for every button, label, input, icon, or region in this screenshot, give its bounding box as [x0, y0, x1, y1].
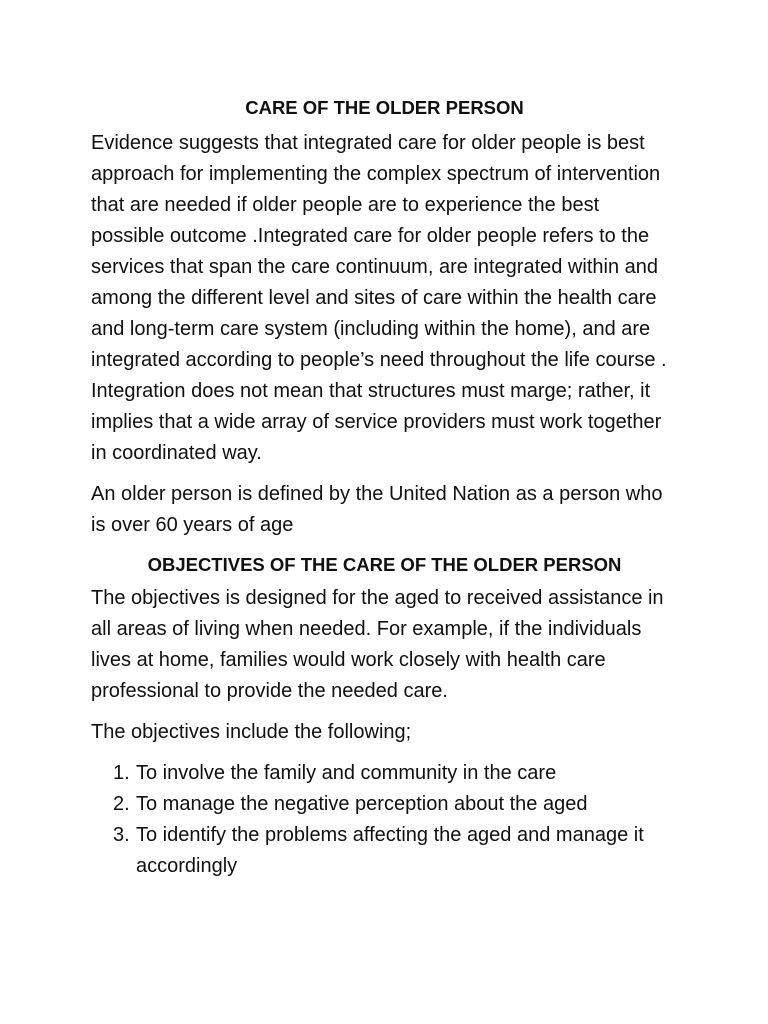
paragraph-older-person-definition: An older person is defined by the United Nation as a person who is over 60 years of age	[91, 483, 663, 536]
list-item-number: 2.	[113, 793, 130, 815]
list-item-number: 3.	[113, 824, 130, 846]
list-item	[91, 758, 678, 789]
list-item-number: 1.	[113, 762, 130, 784]
paragraph-objectives-intro: The objectives include the following;	[91, 721, 412, 743]
paragraph-integrated-care: Evidence suggests that integrated care for older people is best approach for implementing the complex spectrum of intervention that are needed if older people are to experience the best possible outcome .Integrated care for older people refers to the services that span the care continuum, are integrated within and among the different level and sites of care within the health care and long-term care system (including within the home), and are integrated according to people’s need throughout the life course . Integration does not mean that structures must marge; rather, it implies that a wide array of service providers must work together in coordinated way.	[91, 132, 667, 464]
list-item-text: To manage the negative perception about the aged	[136, 793, 588, 815]
list-item	[91, 789, 678, 820]
list-item	[91, 820, 678, 882]
objectives-heading: OBJECTIVES OF THE CARE OF THE OLDER PERSON	[147, 554, 622, 575]
list-item-text: To identify the problems affecting the aged and manage it accordingly	[136, 824, 644, 877]
paragraph-objectives-description: The objectives is designed for the aged to received assistance in all areas of living when needed. For example, if the individuals lives at home, families would work closely with health care professional to provide the needed care.	[91, 587, 664, 702]
objectives-list	[91, 758, 678, 882]
page-title: CARE OF THE OLDER PERSON	[245, 97, 524, 118]
list-item-text: To involve the family and community in the care	[136, 762, 557, 784]
